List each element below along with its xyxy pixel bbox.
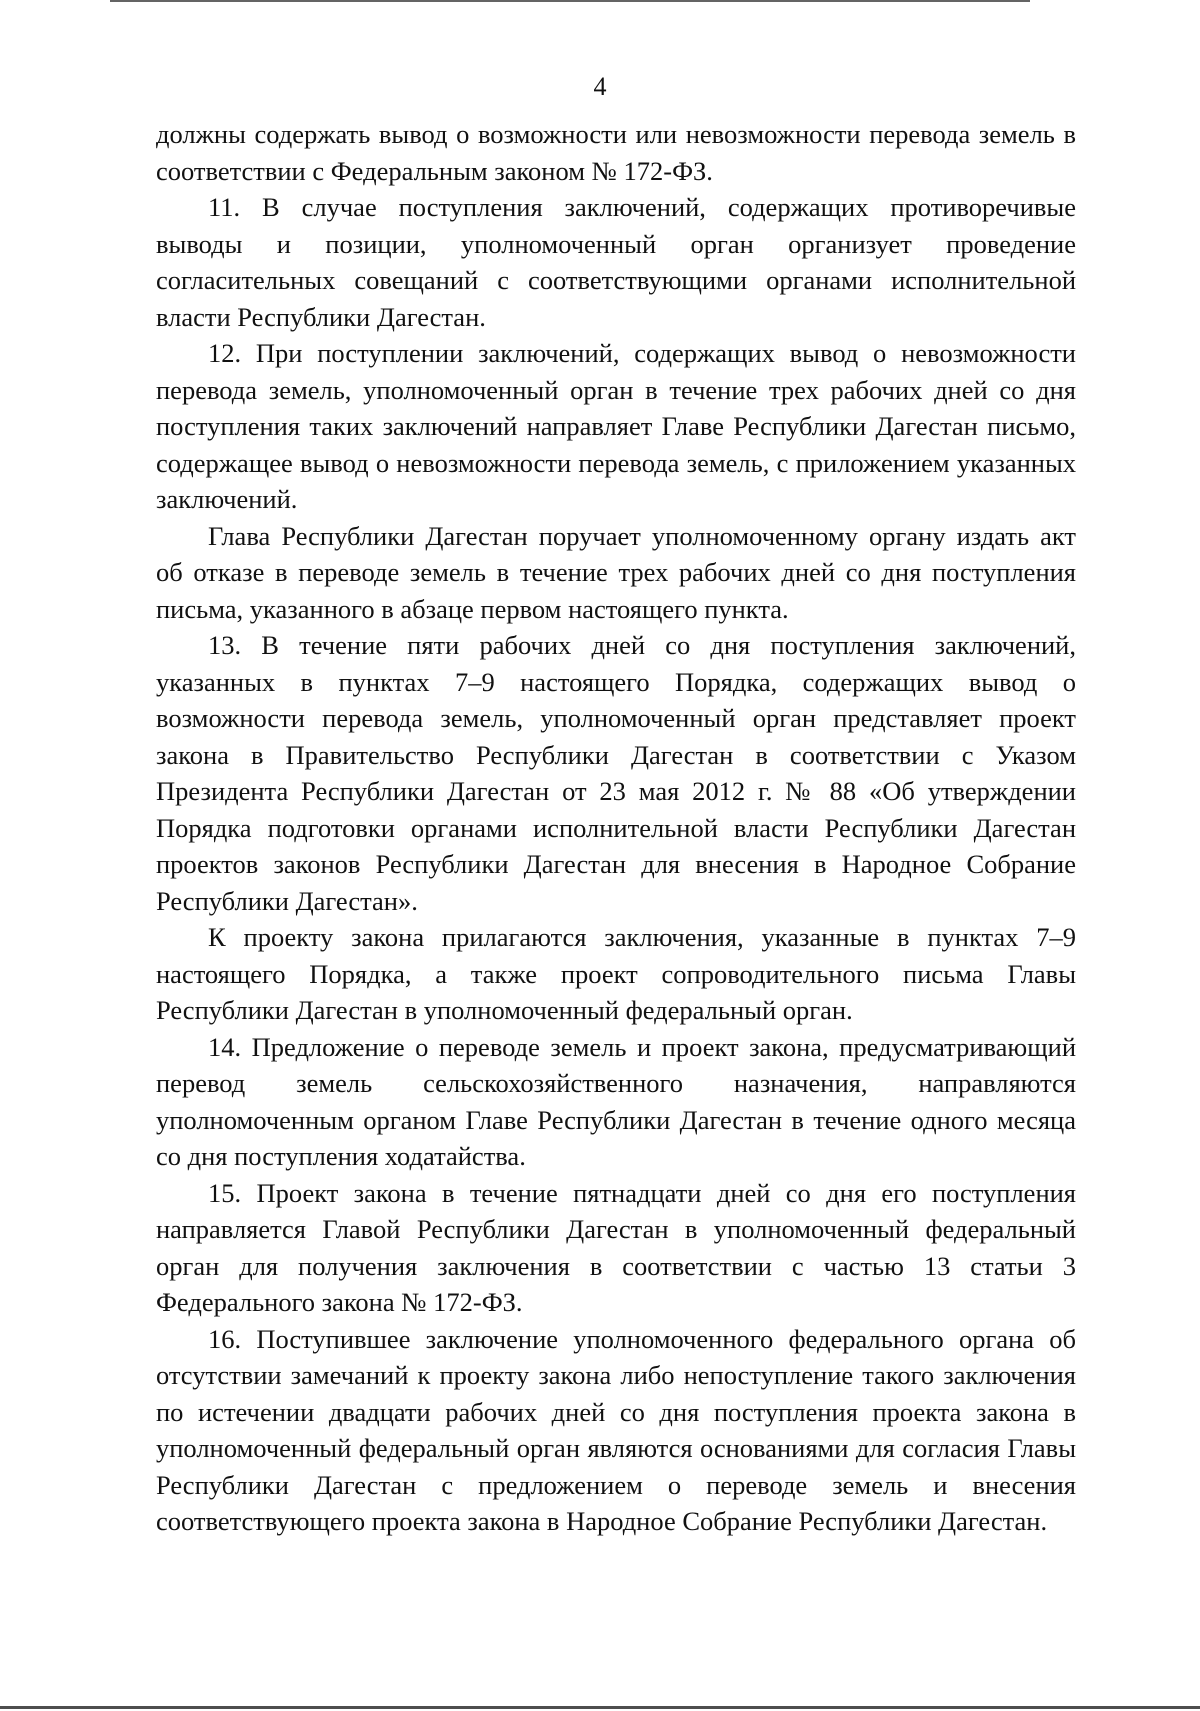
paragraph-item-14: 14. Предложение о переводе земель и проект закона, предусматривающий перевод земель сельскохозяйственного назначения, направляются уполномоченным органом Главе Республики Дагестан в течение одного месяца со дня поступления ходатайства. (156, 1031, 1076, 1171)
paragraph-item-16: 16. Поступившее заключение уполномоченного федерального органа об отсутствии замечаний к проекту закона либо непоступление такого заключения по истечении двадцати рабочих дней со дня поступления проекта закона в уполномоченный федеральный орган являются основаниями для согласия Главы Республики Дагестан с предложением о переводе земель и внесения соответствующего проекта закона в Народное Собрание Республики Дагестан. (156, 1323, 1076, 1536)
paragraph-item-15: 15. Проект закона в течение пятнадцати дней со дня его поступления направляется Главой Республики Дагестан в уполномоченный федеральный орган для получения заключения в соответствии с частью 13 статьи 3 Федерального закона № 172-ФЗ. (156, 1177, 1076, 1317)
scan-top-edge (110, 0, 1030, 2)
paragraph-item-13: 13. В течение пяти рабочих дней со дня поступления заключений, указанных в пунктах 7–9 настоящего Порядка, содержащих вывод о возможности перевода земель, уполномоченный орган представляет проект закона в Правительство Республики Дагестан в соответствии с Указом Президента Республики Дагестан от 23 мая 2012 г. № 88 «Об утверждении Порядка подготовки органами исполнительной власти Республики Дагестан проектов законов Республики Дагестан для внесения в Народное Собрание Республики Дагестан». (156, 630, 1076, 916)
page-number: 4 (593, 72, 607, 101)
paragraph-item-11: 11. В случае поступления заключений, содержащих противоречивые выводы и позиции, уполномоченный орган организует проведение согласительных совещаний с соответствующими органами исполнительной власти Республики Дагестан. (156, 192, 1076, 332)
paragraph-continuation: должны содержать вывод о возможности или невозможности перевода земель в соответствии с Федеральным законом № 172-ФЗ. (156, 119, 1076, 186)
paragraph-item-12: 12. При поступлении заключений, содержащих вывод о невозможности перевода земель, уполномоченный орган в течение трех рабочих дней со дня поступления таких заключений направляет Главе Республики Дагестан письмо, содержащее вывод о невозможности перевода земель, с приложением указанных заключений. (156, 338, 1076, 514)
paragraph-item-12-abzac-2: Глава Республики Дагестан поручает уполномоченному органу издать акт об отказе в переводе земель в течение трех рабочих дней со дня поступления письма, указанного в абзаце первом настоящего пункта. (156, 520, 1076, 624)
paragraph-item-13-abzac-2: К проекту закона прилагаются заключения, указанные в пунктах 7–9 настоящего Порядка, а также проект сопроводительного письма Главы Республики Дагестан в уполномоченный федеральный орган. (156, 922, 1076, 1025)
scan-bottom-edge (0, 1706, 1200, 1709)
document-body (156, 116, 1076, 1540)
